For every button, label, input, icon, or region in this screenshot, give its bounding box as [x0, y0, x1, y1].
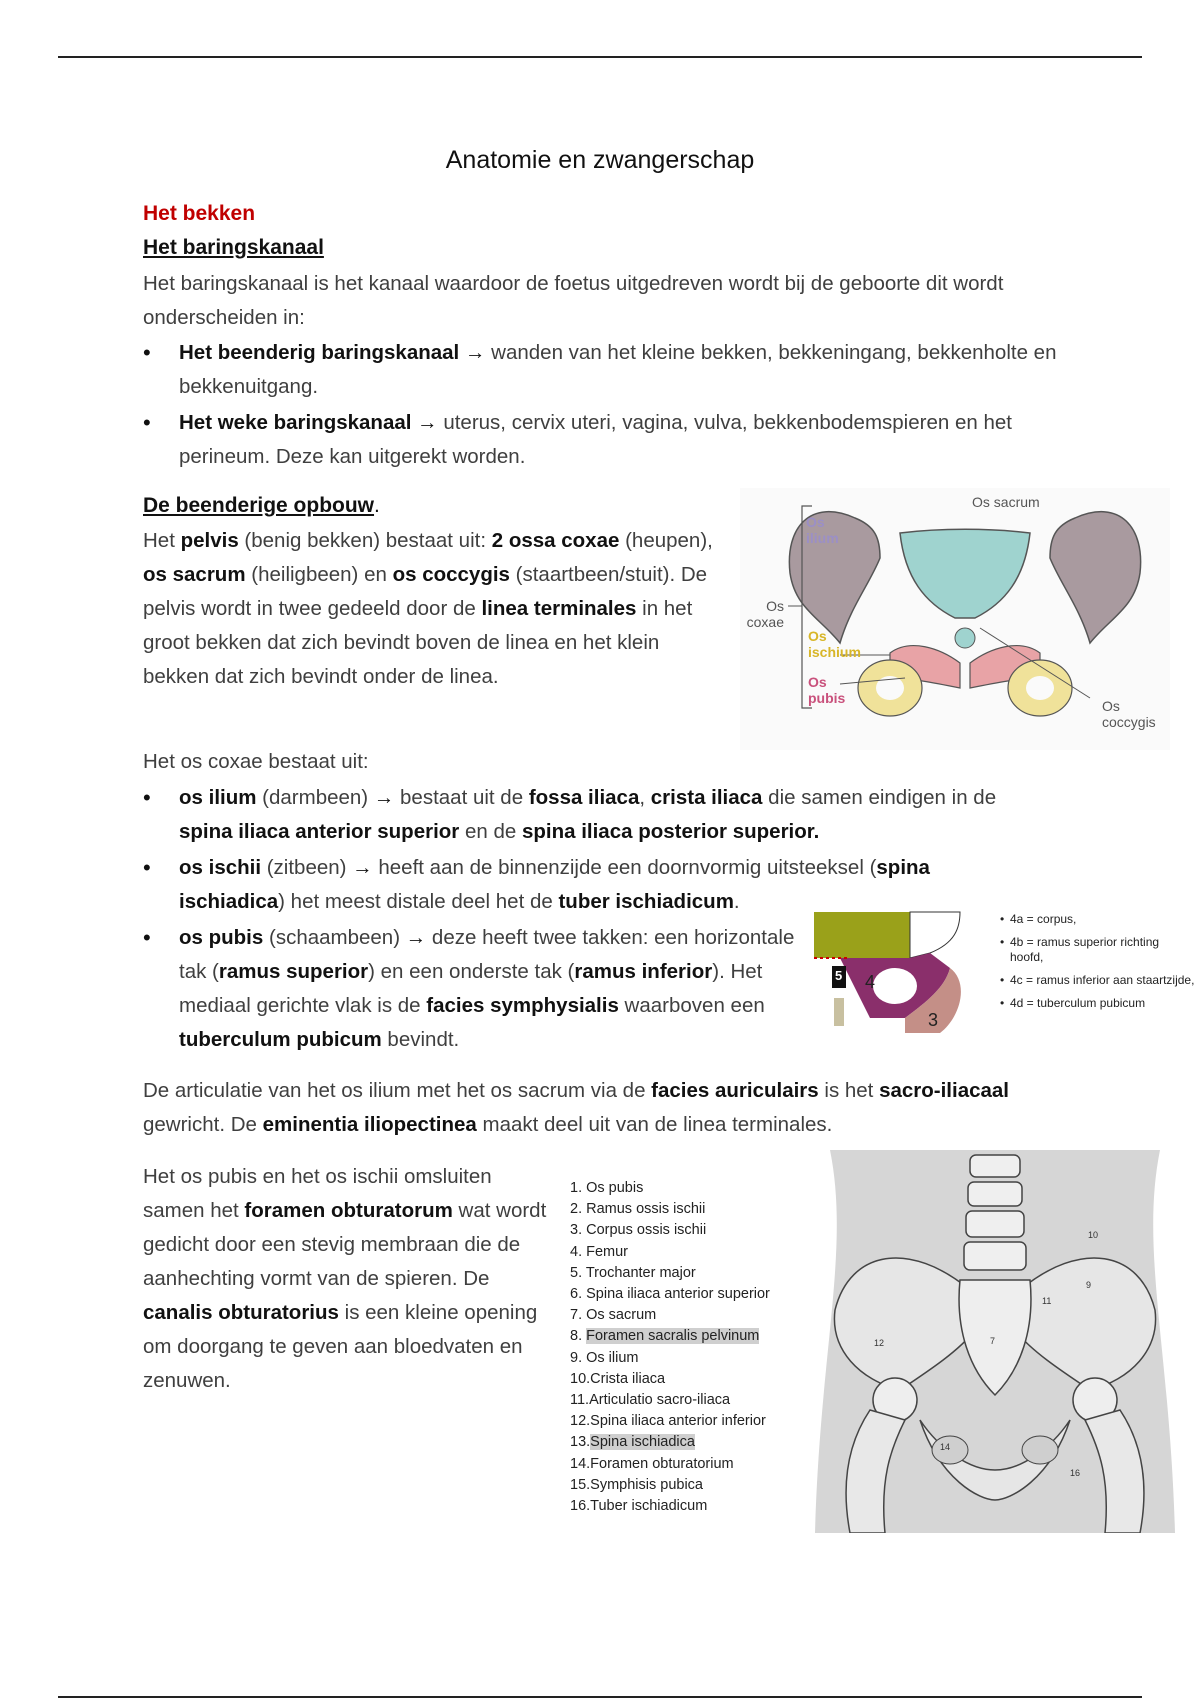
section-heading: Het bekken [143, 202, 256, 225]
label-os-coccygis: Os coccygis [1102, 698, 1156, 730]
xray-number: 14 [940, 1442, 951, 1452]
segment-number-3: 3 [928, 1010, 939, 1030]
list-item: • Het beenderig baringskanaal → wanden van het kleine bekken, bekkeningang, bekkenholte en bekkenuitgang. [143, 336, 1063, 404]
list-item: 11.Articulatio sacro-iliaca [570, 1392, 731, 1409]
list-item: 13.Spina ischiadica [570, 1434, 695, 1451]
xray-number: 10 [1088, 1230, 1099, 1240]
legend-item: • 4a = corpus, [1000, 912, 1077, 926]
pelvis-diagram [740, 488, 1170, 750]
list-item: 15.Symphisis pubica [570, 1476, 703, 1493]
page-title: Anatomie en zwangerschap [445, 146, 755, 174]
segment-number-5: 5 [835, 968, 843, 983]
list-baringskanaal [143, 336, 1063, 476]
paragraph-baringskanaal: Het baringskanaal is het kanaal waardoor de foetus uitgedreven wordt bij de geboorte dit wordt onderscheiden in: [143, 272, 1004, 329]
xray-number: 11 [1042, 1296, 1052, 1306]
label-os-ischium: Os ischium [808, 628, 861, 660]
legend-item: • 4c = ramus inferior aan staartzijde, [1000, 973, 1195, 987]
list-item: 1. Os pubis [570, 1180, 644, 1196]
legend-item: • 4d = tuberculum pubicum [1000, 996, 1146, 1010]
list-item: • os pubis (schaambeen) → deze heeft twee takken: een horizontale tak (ramus superior) en een onderste tak (ramus inferior). Het mediaal gerichte vlak is de facies symphysialis waarboven een tuberculum pubicum bevindt. [143, 921, 819, 1057]
list-item: 14.Foramen obturatorium [570, 1455, 734, 1472]
list-item: 8. Foramen sacralis pelvinum [570, 1328, 760, 1345]
label-os-coxae: Os coxae [746, 598, 784, 630]
list-item: 7. Os sacrum [570, 1307, 657, 1324]
list-item: • os ischii (zitbeen) → heeft aan de binnenzijde een doornvormig uitsteeksel (spina ischiadica) het meest distale deel het de tuber ischiadicum. [143, 851, 999, 919]
paragraph-articulatie: De articulatie van het os ilium met het os sacrum via de facies auriculairs is het sacro-iliacaal gewricht. De eminentia iliopectinea maakt deel uit van de linea terminales. [143, 1079, 1009, 1136]
pelvis-xray-legend [570, 1178, 810, 1517]
xray-number: 16 [1070, 1468, 1081, 1478]
list-item: 2. Ramus ossis ischii [570, 1201, 706, 1218]
segment-legend [1000, 912, 1195, 1011]
bottom-rule [58, 1696, 1142, 1698]
list-item: • os ilium (darmbeen) → bestaat uit de fossa iliaca, crista iliaca die samen eindigen in de spina iliaca anterior superior en de spina iliaca posterior superior. [143, 781, 1043, 849]
list-item: 16.Tuber ischiadicum [570, 1498, 708, 1515]
label-os-pubis: Os pubis [808, 674, 846, 706]
list-item: 12.Spina iliaca anterior inferior [570, 1413, 766, 1430]
paragraph-opbouw: Het pelvis (benig bekken) bestaat uit: 2 ossa coxae (heupen), os sacrum (heiligbeen) en os coccygis (staartbeen/stuit). De pelvis wordt in twee gedeeld door de linea terminales in het groot bekken dat zich bevindt boven de linea en het klein bekken dat zich bevindt onder de linea. [143, 529, 713, 688]
coxae-intro: Het os coxae bestaat uit: [143, 750, 369, 773]
subheading-opbouw: De beenderige opbouw. [143, 494, 380, 517]
top-rule [58, 56, 1142, 58]
xray-number: 12 [874, 1338, 885, 1348]
legend-item: • 4b = ramus superior richting hoofd, [1000, 935, 1160, 964]
label-os-ilium: Os ilium [806, 514, 839, 546]
subheading-baringskanaal: Het baringskanaal [143, 236, 324, 259]
list-item: 3. Corpus ossis ischii [570, 1222, 707, 1239]
paragraph-obturatorum: Het os pubis en het os ischii omsluiten samen het foramen obturatorum wat wordt gedicht door een stevig membraan die de aanhechting vormt van de spieren. De canalis obturatorius is een kleine opening om doorgang te geven aan bloedvaten en zenuwen. [143, 1165, 547, 1392]
list-item: • Het weke baringskanaal → uterus, cervix uteri, vagina, vulva, bekkenbodemspieren en het perineum. Deze kan uitgerekt worden. [143, 406, 1063, 474]
pelvis-xray [810, 1150, 1180, 1533]
coxae-segment-diagram [810, 908, 990, 1040]
segment-number-4: 4 [865, 972, 876, 992]
list-item: 10.Crista iliaca [570, 1370, 666, 1387]
label-os-sacrum: Os sacrum [972, 494, 1040, 510]
list-item: 9. Os ilium [570, 1349, 639, 1366]
xray-number: 9 [1086, 1280, 1092, 1290]
list-item: 6. Spina iliaca anterior superior [570, 1286, 770, 1303]
xray-number: 7 [990, 1336, 996, 1346]
list-item: 4. Femur [570, 1243, 629, 1260]
list-item: 5. Trochanter major [570, 1264, 696, 1281]
